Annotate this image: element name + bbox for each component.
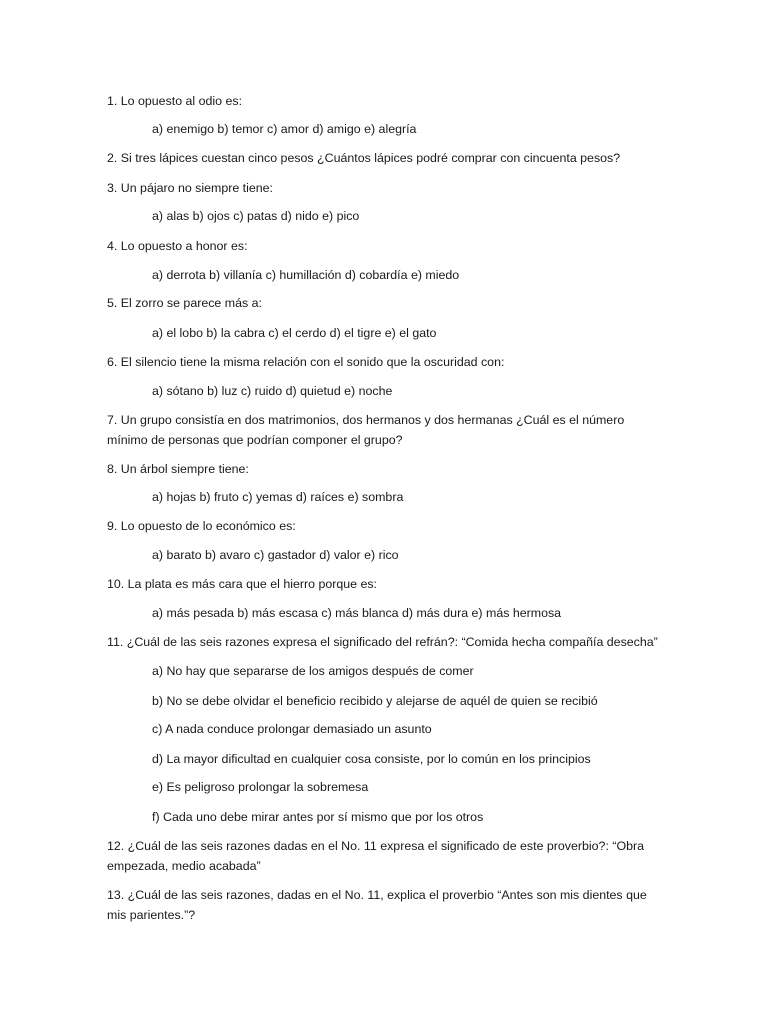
question-13-line-1: 13. ¿Cuál de las seis razones, dadas en el No. 11, explica el proverbio “Antes son mis dientes que: [107, 888, 647, 902]
question-11-option-b: b) No se debe olvidar el beneficio recibido y alejarse de aquél de quien se recibió: [152, 694, 598, 708]
question-9: 9. Lo opuesto de lo económico es:: [107, 519, 296, 533]
question-10-options: a) más pesada b) más escasa c) más blanca d) más dura e) más hermosa: [152, 606, 562, 620]
question-3-options: a) alas b) ojos c) patas d) nido e) pico: [152, 209, 360, 223]
question-1: 1. Lo opuesto al odio es:: [107, 94, 243, 108]
question-11-option-d: d) La mayor dificultad en cualquier cosa consiste, por lo común en los principios: [152, 752, 591, 766]
question-5-options: a) el lobo b) la cabra c) el cerdo d) el tigre e) el gato: [152, 326, 437, 340]
question-12-line-1: 12. ¿Cuál de las seis razones dadas en el No. 11 expresa el significado de este proverbio?: “Obra: [107, 839, 645, 853]
question-6-options: a) sótano b) luz c) ruido d) quietud e) noche: [152, 384, 393, 398]
question-7-line-2: mínimo de personas que podrían componer el grupo?: [107, 433, 403, 447]
question-11-option-e: e) Es peligroso prolongar la sobremesa: [152, 780, 369, 794]
question-2: 2. Si tres lápices cuestan cinco pesos ¿Cuántos lápices podré comprar con cincuenta pesos?: [107, 151, 621, 165]
question-6: 6. El silencio tiene la misma relación con el sonido que la oscuridad con:: [107, 355, 505, 369]
question-3: 3. Un pájaro no siempre tiene:: [107, 181, 273, 195]
question-11-option-a: a) No hay que separarse de los amigos después de comer: [152, 664, 474, 678]
question-7-line-1: 7. Un grupo consistía en dos matrimonios, dos hermanos y dos hermanas ¿Cuál es el número: [107, 413, 625, 427]
question-11: 11. ¿Cuál de las seis razones expresa el significado del refrán?: “Comida hecha compañía desecha”: [107, 635, 658, 649]
question-4: 4. Lo opuesto a honor es:: [107, 239, 248, 253]
question-9-options: a) barato b) avaro c) gastador d) valor e) rico: [152, 548, 399, 562]
question-11-option-f: f) Cada uno debe mirar antes por sí mismo que por los otros: [152, 810, 484, 824]
question-12-line-2: empezada, medio acabada”: [107, 859, 261, 873]
question-10: 10. La plata es más cara que el hierro porque es:: [107, 577, 378, 591]
question-4-options: a) derrota b) villanía c) humillación d) cobardía e) miedo: [152, 268, 460, 282]
question-8-options: a) hojas b) fruto c) yemas d) raíces e) sombra: [152, 490, 404, 504]
question-1-options: a) enemigo b) temor c) amor d) amigo e) alegría: [152, 122, 417, 136]
question-5: 5. El zorro se parece más a:: [107, 296, 262, 310]
question-11-option-c: c) A nada conduce prolongar demasiado un asunto: [152, 722, 432, 736]
question-8: 8. Un árbol siempre tiene:: [107, 462, 249, 476]
question-13-line-2: mis parientes.”?: [107, 908, 196, 922]
